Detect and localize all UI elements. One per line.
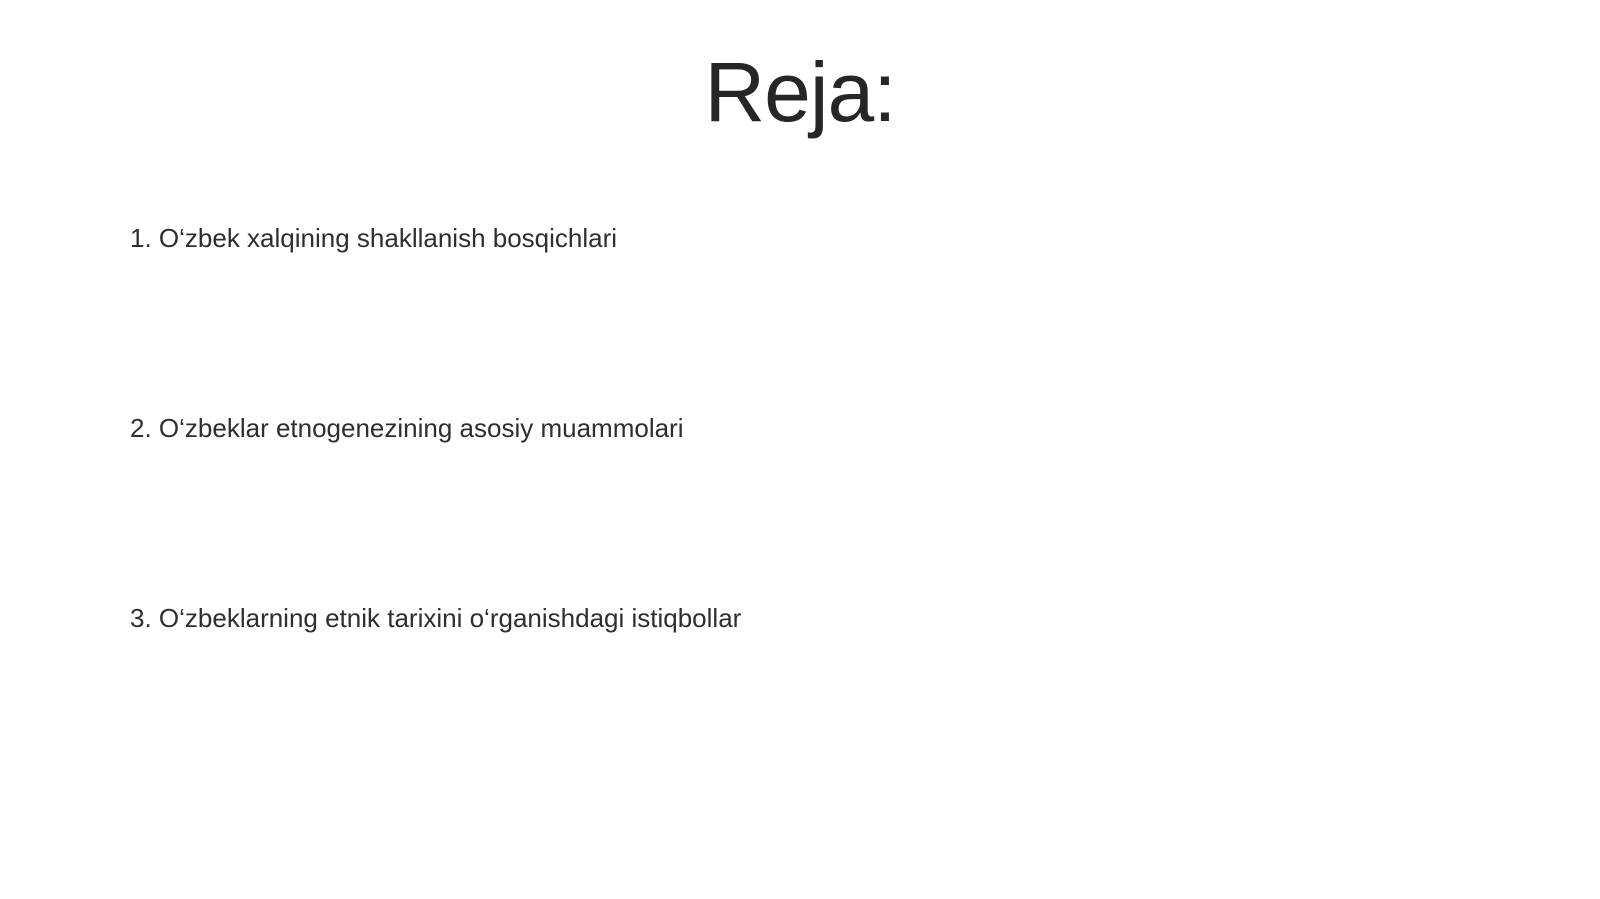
slide-title: Reja: <box>704 45 896 139</box>
plan-item-2: 2. O‘zbeklar etnogenezining asosiy muammolari <box>130 413 684 443</box>
plan-item-1: 1. O‘zbek xalqining shakllanish bosqichlari <box>130 223 618 253</box>
plan-item-3: 3. O‘zbeklarning etnik tarixini o‘rganishdagi istiqbollar <box>130 603 742 633</box>
